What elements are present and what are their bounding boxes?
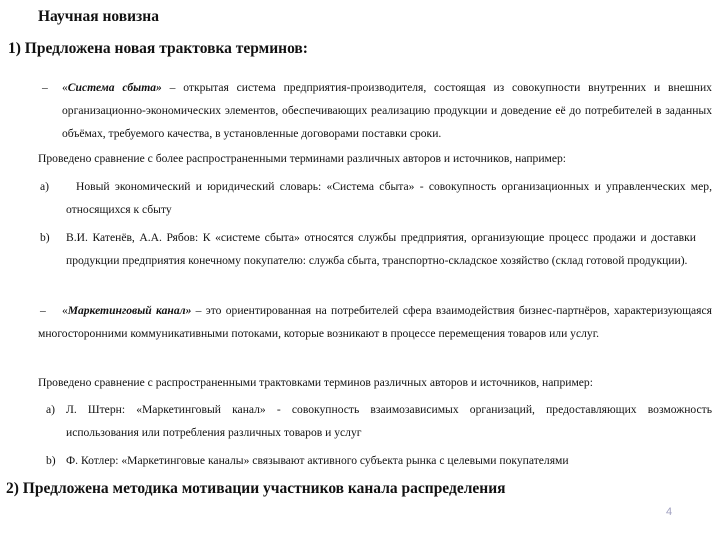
section-1-heading: [8, 40, 308, 58]
page-title: Научная новизна: [38, 8, 159, 25]
term-2-paragraph: [38, 299, 712, 345]
comparison-2-item-a-marker: a): [46, 403, 56, 416]
comparison-2-item-b-marker: b): [46, 454, 56, 467]
section-1-heading-text: Предложена новая трактовка терминов:: [24, 40, 308, 57]
comparison-1-item-b-marker: b): [40, 231, 50, 244]
term-1-paragraph: [62, 76, 712, 145]
section-2-heading-text: Предложена методика мотивации участников канала распределения: [22, 480, 506, 497]
comparison-2-intro: Проведено сравнение с распространенными трактовками терминов различных авторов и источников, например:: [38, 376, 593, 389]
comparison-2-item-b: Ф. Котлер: «Маркетинговые каналы» связывают активного субъекта рынка с целевыми покупателями: [66, 454, 569, 467]
term-2-name: Маркетинговый канал»: [67, 304, 192, 317]
term-2-quote-open: «: [62, 304, 68, 317]
term-2-dash: –: [40, 304, 46, 317]
section-2-heading: [6, 480, 506, 498]
comparison-1-item-a-marker: a): [40, 180, 50, 193]
comparison-1-item-b: В.И. Катенёв, А.А. Рябов: К «системе сбыта» относятся службы предприятия, организующие процесс продажи и доставки продукции предприятия конечному покупателю: служба сбыта, транспортно-складское хозяйство (склад готовой продукции).: [66, 231, 696, 267]
term-2-definition: – это ориентированная на потребителей сфера взаимодействия бизнес-партнёров, характеризующаяся многосторонними коммуникативными потоками, которые возникают в процессе перемещения товаров или услуг.: [38, 304, 712, 340]
term-1-name: Система сбыта»: [67, 81, 162, 94]
term-1-quote-open: «: [62, 81, 68, 94]
term-1-dash: –: [42, 81, 48, 94]
comparison-1-item-a: Новый экономический и юридический словарь: «Система сбыта» - совокупность организационных и управленческих мер, относящихся к сбыту: [66, 180, 712, 216]
comparison-2-item-a: Л. Штерн: «Маркетинговый канал» - совокупность взаимозависимых организаций, предоставляющих возможность использования или потребления различных товаров и услуг: [66, 403, 712, 439]
section-2-marker: 2): [6, 480, 19, 497]
term-1-definition: – открытая система предприятия-производителя, состоящая из совокупности внутренних и внешних организационно-экономических элементов, обеспечивающих реализацию продукции и доведение её до потребителей в заданных объёмах, требуемого качества, в установленные договорами поставки сроки.: [62, 81, 712, 140]
section-1-marker: 1): [8, 40, 21, 57]
comparison-1-intro: Проведено сравнение с более распространенными терминами различных авторов и источников, например:: [38, 152, 567, 165]
page-number: 4: [666, 506, 673, 518]
